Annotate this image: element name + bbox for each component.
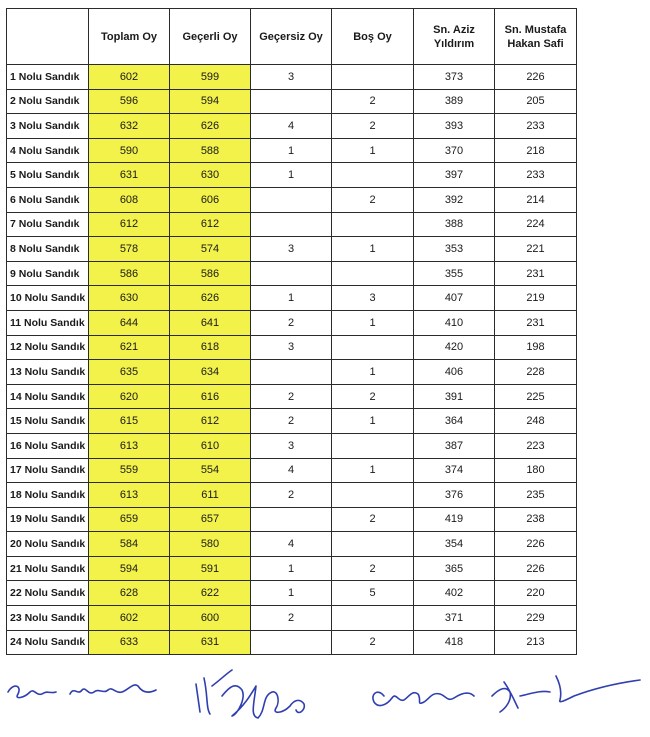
table-row bbox=[7, 114, 577, 139]
aziz-yildirim-votes-cell: 364 bbox=[414, 409, 495, 434]
aziz-yildirim-votes-cell: 392 bbox=[414, 187, 495, 212]
total-votes-cell: 615 bbox=[89, 409, 170, 434]
table-row bbox=[7, 458, 577, 483]
box-label-cell: 1 Nolu Sandık bbox=[7, 65, 89, 90]
table-row bbox=[7, 335, 577, 360]
aziz-yildirim-votes-cell: 355 bbox=[414, 261, 495, 286]
aziz-yildirim-votes-cell: 387 bbox=[414, 433, 495, 458]
total-votes-cell: 633 bbox=[89, 630, 170, 655]
total-votes-cell: 613 bbox=[89, 483, 170, 508]
invalid-votes-cell: 4 bbox=[251, 532, 332, 557]
mustafa-hakan-safi-votes-cell: 225 bbox=[495, 384, 577, 409]
table-body bbox=[7, 65, 577, 655]
total-votes-cell: 559 bbox=[89, 458, 170, 483]
box-label-cell: 19 Nolu Sandık bbox=[7, 507, 89, 532]
table-row bbox=[7, 433, 577, 458]
header-corner bbox=[7, 9, 89, 65]
invalid-votes-cell bbox=[251, 630, 332, 655]
aziz-yildirim-votes-cell: 410 bbox=[414, 310, 495, 335]
box-label-cell: 16 Nolu Sandık bbox=[7, 433, 89, 458]
header-candidate-aziz-yildirim: Sn. Aziz Yıldırım bbox=[414, 9, 495, 65]
table-row bbox=[7, 138, 577, 163]
ballot-results-sheet bbox=[6, 8, 576, 655]
invalid-votes-cell: 2 bbox=[251, 606, 332, 631]
valid-votes-cell: 554 bbox=[170, 458, 251, 483]
signature-2 bbox=[196, 670, 304, 718]
header-candidate-mustafa-hakan-safi: Sn. Mustafa Hakan Safi bbox=[495, 9, 577, 65]
table-row bbox=[7, 483, 577, 508]
valid-votes-cell: 657 bbox=[170, 507, 251, 532]
box-label-cell: 11 Nolu Sandık bbox=[7, 310, 89, 335]
box-label-cell: 2 Nolu Sandık bbox=[7, 89, 89, 114]
mustafa-hakan-safi-votes-cell: 224 bbox=[495, 212, 577, 237]
mustafa-hakan-safi-votes-cell: 226 bbox=[495, 65, 577, 90]
aziz-yildirim-votes-cell: 397 bbox=[414, 163, 495, 188]
aziz-yildirim-votes-cell: 371 bbox=[414, 606, 495, 631]
total-votes-cell: 632 bbox=[89, 114, 170, 139]
total-votes-cell: 630 bbox=[89, 286, 170, 311]
header-row bbox=[7, 9, 577, 65]
blank-votes-cell: 5 bbox=[332, 581, 414, 606]
table-row bbox=[7, 163, 577, 188]
box-label-cell: 9 Nolu Sandık bbox=[7, 261, 89, 286]
mustafa-hakan-safi-votes-cell: 248 bbox=[495, 409, 577, 434]
total-votes-cell: 644 bbox=[89, 310, 170, 335]
valid-votes-cell: 626 bbox=[170, 114, 251, 139]
valid-votes-cell: 591 bbox=[170, 556, 251, 581]
aziz-yildirim-votes-cell: 370 bbox=[414, 138, 495, 163]
total-votes-cell: 602 bbox=[89, 606, 170, 631]
box-label-cell: 14 Nolu Sandık bbox=[7, 384, 89, 409]
mustafa-hakan-safi-votes-cell: 231 bbox=[495, 261, 577, 286]
table-row bbox=[7, 89, 577, 114]
valid-votes-cell: 606 bbox=[170, 187, 251, 212]
invalid-votes-cell: 2 bbox=[251, 384, 332, 409]
box-label-cell: 12 Nolu Sandık bbox=[7, 335, 89, 360]
invalid-votes-cell: 3 bbox=[251, 65, 332, 90]
box-label-cell: 10 Nolu Sandık bbox=[7, 286, 89, 311]
invalid-votes-cell bbox=[251, 360, 332, 385]
invalid-votes-cell bbox=[251, 507, 332, 532]
aziz-yildirim-votes-cell: 419 bbox=[414, 507, 495, 532]
total-votes-cell: 584 bbox=[89, 532, 170, 557]
mustafa-hakan-safi-votes-cell: 238 bbox=[495, 507, 577, 532]
total-votes-cell: 608 bbox=[89, 187, 170, 212]
table-row bbox=[7, 212, 577, 237]
blank-votes-cell: 1 bbox=[332, 138, 414, 163]
blank-votes-cell: 1 bbox=[332, 310, 414, 335]
total-votes-cell: 631 bbox=[89, 163, 170, 188]
blank-votes-cell: 2 bbox=[332, 114, 414, 139]
mustafa-hakan-safi-votes-cell: 218 bbox=[495, 138, 577, 163]
invalid-votes-cell bbox=[251, 89, 332, 114]
table-row bbox=[7, 187, 577, 212]
blank-votes-cell: 1 bbox=[332, 237, 414, 262]
box-label-cell: 20 Nolu Sandık bbox=[7, 532, 89, 557]
table-row bbox=[7, 65, 577, 90]
box-label-cell: 6 Nolu Sandık bbox=[7, 187, 89, 212]
total-votes-cell: 659 bbox=[89, 507, 170, 532]
valid-votes-cell: 630 bbox=[170, 163, 251, 188]
signature-4 bbox=[492, 676, 640, 712]
invalid-votes-cell bbox=[251, 261, 332, 286]
header-blank-votes: Boş Oy bbox=[332, 9, 414, 65]
invalid-votes-cell: 3 bbox=[251, 335, 332, 360]
blank-votes-cell bbox=[332, 65, 414, 90]
header-total-votes: Toplam Oy bbox=[89, 9, 170, 65]
invalid-votes-cell: 3 bbox=[251, 237, 332, 262]
blank-votes-cell: 2 bbox=[332, 384, 414, 409]
box-label-cell: 15 Nolu Sandık bbox=[7, 409, 89, 434]
blank-votes-cell bbox=[332, 261, 414, 286]
blank-votes-cell: 2 bbox=[332, 507, 414, 532]
mustafa-hakan-safi-votes-cell: 220 bbox=[495, 581, 577, 606]
blank-votes-cell bbox=[332, 483, 414, 508]
aziz-yildirim-votes-cell: 402 bbox=[414, 581, 495, 606]
blank-votes-cell: 2 bbox=[332, 630, 414, 655]
blank-votes-cell bbox=[332, 532, 414, 557]
valid-votes-cell: 610 bbox=[170, 433, 251, 458]
table-row bbox=[7, 630, 577, 655]
aziz-yildirim-votes-cell: 354 bbox=[414, 532, 495, 557]
mustafa-hakan-safi-votes-cell: 226 bbox=[495, 556, 577, 581]
blank-votes-cell bbox=[332, 163, 414, 188]
mustafa-hakan-safi-votes-cell: 228 bbox=[495, 360, 577, 385]
blank-votes-cell bbox=[332, 335, 414, 360]
blank-votes-cell: 1 bbox=[332, 409, 414, 434]
valid-votes-cell: 594 bbox=[170, 89, 251, 114]
box-label-cell: 21 Nolu Sandık bbox=[7, 556, 89, 581]
mustafa-hakan-safi-votes-cell: 219 bbox=[495, 286, 577, 311]
total-votes-cell: 628 bbox=[89, 581, 170, 606]
total-votes-cell: 613 bbox=[89, 433, 170, 458]
aziz-yildirim-votes-cell: 389 bbox=[414, 89, 495, 114]
invalid-votes-cell: 4 bbox=[251, 114, 332, 139]
valid-votes-cell: 588 bbox=[170, 138, 251, 163]
valid-votes-cell: 622 bbox=[170, 581, 251, 606]
signature-3 bbox=[373, 692, 474, 705]
aziz-yildirim-votes-cell: 388 bbox=[414, 212, 495, 237]
table-row bbox=[7, 581, 577, 606]
invalid-votes-cell bbox=[251, 187, 332, 212]
mustafa-hakan-safi-votes-cell: 223 bbox=[495, 433, 577, 458]
table-row bbox=[7, 360, 577, 385]
valid-votes-cell: 612 bbox=[170, 212, 251, 237]
blank-votes-cell: 1 bbox=[332, 360, 414, 385]
box-label-cell: 4 Nolu Sandık bbox=[7, 138, 89, 163]
table-row bbox=[7, 532, 577, 557]
aziz-yildirim-votes-cell: 365 bbox=[414, 556, 495, 581]
box-label-cell: 7 Nolu Sandık bbox=[7, 212, 89, 237]
invalid-votes-cell bbox=[251, 212, 332, 237]
invalid-votes-cell: 2 bbox=[251, 409, 332, 434]
total-votes-cell: 620 bbox=[89, 384, 170, 409]
invalid-votes-cell: 3 bbox=[251, 433, 332, 458]
valid-votes-cell: 600 bbox=[170, 606, 251, 631]
total-votes-cell: 602 bbox=[89, 65, 170, 90]
invalid-votes-cell: 1 bbox=[251, 163, 332, 188]
box-label-cell: 22 Nolu Sandık bbox=[7, 581, 89, 606]
table-row bbox=[7, 286, 577, 311]
invalid-votes-cell: 2 bbox=[251, 310, 332, 335]
valid-votes-cell: 641 bbox=[170, 310, 251, 335]
box-label-cell: 18 Nolu Sandık bbox=[7, 483, 89, 508]
table-row bbox=[7, 261, 577, 286]
total-votes-cell: 578 bbox=[89, 237, 170, 262]
valid-votes-cell: 611 bbox=[170, 483, 251, 508]
total-votes-cell: 596 bbox=[89, 89, 170, 114]
aziz-yildirim-votes-cell: 407 bbox=[414, 286, 495, 311]
aziz-yildirim-votes-cell: 373 bbox=[414, 65, 495, 90]
invalid-votes-cell: 1 bbox=[251, 581, 332, 606]
blank-votes-cell: 2 bbox=[332, 89, 414, 114]
mustafa-hakan-safi-votes-cell: 205 bbox=[495, 89, 577, 114]
blank-votes-cell: 2 bbox=[332, 556, 414, 581]
aziz-yildirim-votes-cell: 374 bbox=[414, 458, 495, 483]
mustafa-hakan-safi-votes-cell: 221 bbox=[495, 237, 577, 262]
table-row bbox=[7, 409, 577, 434]
total-votes-cell: 586 bbox=[89, 261, 170, 286]
valid-votes-cell: 599 bbox=[170, 65, 251, 90]
invalid-votes-cell: 1 bbox=[251, 138, 332, 163]
aziz-yildirim-votes-cell: 376 bbox=[414, 483, 495, 508]
signatures-area bbox=[0, 656, 650, 737]
mustafa-hakan-safi-votes-cell: 180 bbox=[495, 458, 577, 483]
blank-votes-cell bbox=[332, 433, 414, 458]
blank-votes-cell bbox=[332, 212, 414, 237]
aziz-yildirim-votes-cell: 393 bbox=[414, 114, 495, 139]
box-label-cell: 17 Nolu Sandık bbox=[7, 458, 89, 483]
mustafa-hakan-safi-votes-cell: 213 bbox=[495, 630, 577, 655]
box-label-cell: 3 Nolu Sandık bbox=[7, 114, 89, 139]
header-invalid-votes: Geçersiz Oy bbox=[251, 9, 332, 65]
aziz-yildirim-votes-cell: 420 bbox=[414, 335, 495, 360]
valid-votes-cell: 586 bbox=[170, 261, 251, 286]
valid-votes-cell: 626 bbox=[170, 286, 251, 311]
valid-votes-cell: 580 bbox=[170, 532, 251, 557]
total-votes-cell: 612 bbox=[89, 212, 170, 237]
blank-votes-cell: 1 bbox=[332, 458, 414, 483]
mustafa-hakan-safi-votes-cell: 235 bbox=[495, 483, 577, 508]
valid-votes-cell: 574 bbox=[170, 237, 251, 262]
mustafa-hakan-safi-votes-cell: 198 bbox=[495, 335, 577, 360]
invalid-votes-cell: 1 bbox=[251, 556, 332, 581]
mustafa-hakan-safi-votes-cell: 233 bbox=[495, 163, 577, 188]
table-row bbox=[7, 606, 577, 631]
header-valid-votes: Geçerli Oy bbox=[170, 9, 251, 65]
invalid-votes-cell: 1 bbox=[251, 286, 332, 311]
ballot-results-table bbox=[6, 8, 577, 655]
mustafa-hakan-safi-votes-cell: 233 bbox=[495, 114, 577, 139]
aziz-yildirim-votes-cell: 406 bbox=[414, 360, 495, 385]
blank-votes-cell: 3 bbox=[332, 286, 414, 311]
signature-1 bbox=[8, 685, 156, 698]
mustafa-hakan-safi-votes-cell: 231 bbox=[495, 310, 577, 335]
total-votes-cell: 621 bbox=[89, 335, 170, 360]
box-label-cell: 13 Nolu Sandık bbox=[7, 360, 89, 385]
total-votes-cell: 590 bbox=[89, 138, 170, 163]
box-label-cell: 23 Nolu Sandık bbox=[7, 606, 89, 631]
aziz-yildirim-votes-cell: 418 bbox=[414, 630, 495, 655]
table-row bbox=[7, 384, 577, 409]
total-votes-cell: 635 bbox=[89, 360, 170, 385]
aziz-yildirim-votes-cell: 353 bbox=[414, 237, 495, 262]
table-row bbox=[7, 507, 577, 532]
invalid-votes-cell: 4 bbox=[251, 458, 332, 483]
table-row bbox=[7, 237, 577, 262]
invalid-votes-cell: 2 bbox=[251, 483, 332, 508]
valid-votes-cell: 612 bbox=[170, 409, 251, 434]
table-row bbox=[7, 556, 577, 581]
valid-votes-cell: 634 bbox=[170, 360, 251, 385]
mustafa-hakan-safi-votes-cell: 226 bbox=[495, 532, 577, 557]
box-label-cell: 8 Nolu Sandık bbox=[7, 237, 89, 262]
valid-votes-cell: 616 bbox=[170, 384, 251, 409]
mustafa-hakan-safi-votes-cell: 229 bbox=[495, 606, 577, 631]
total-votes-cell: 594 bbox=[89, 556, 170, 581]
aziz-yildirim-votes-cell: 391 bbox=[414, 384, 495, 409]
box-label-cell: 24 Nolu Sandık bbox=[7, 630, 89, 655]
valid-votes-cell: 631 bbox=[170, 630, 251, 655]
blank-votes-cell bbox=[332, 606, 414, 631]
box-label-cell: 5 Nolu Sandık bbox=[7, 163, 89, 188]
blank-votes-cell: 2 bbox=[332, 187, 414, 212]
mustafa-hakan-safi-votes-cell: 214 bbox=[495, 187, 577, 212]
valid-votes-cell: 618 bbox=[170, 335, 251, 360]
table-row bbox=[7, 310, 577, 335]
